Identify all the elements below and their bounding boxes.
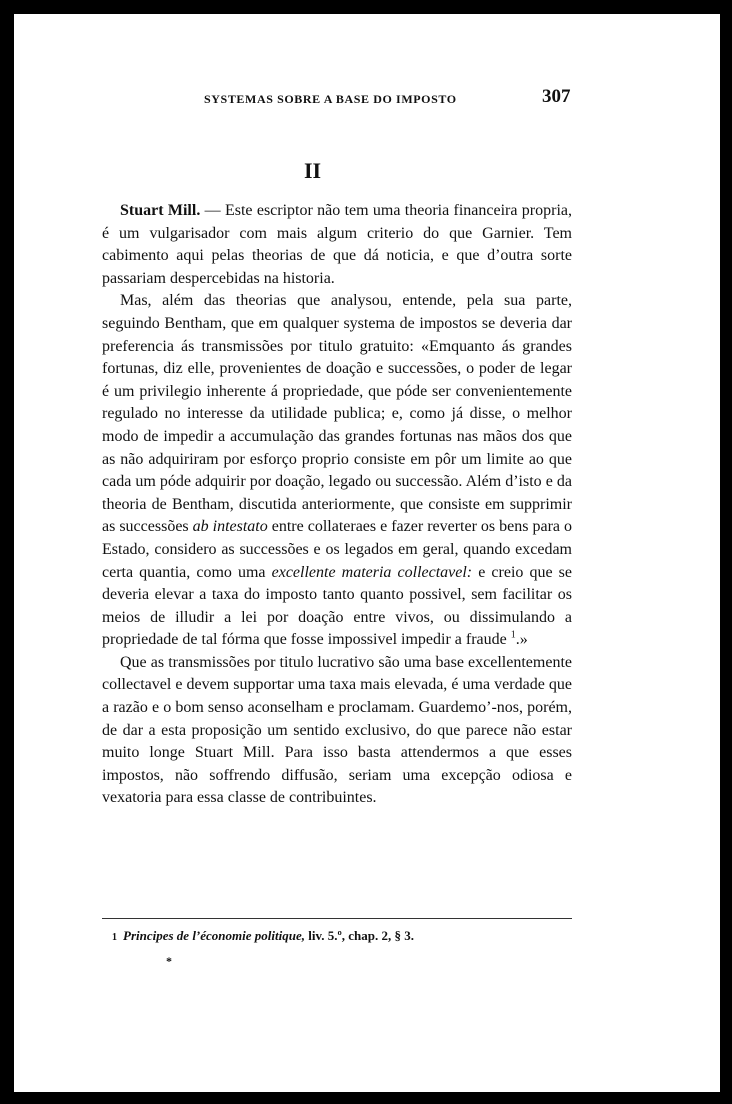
author-name: Stuart Mill. xyxy=(120,202,201,219)
paragraph-3 xyxy=(102,652,572,810)
paragraph-2-text-c: e creio que se deveria elevar a taxa do imposto tanto quanto possivel, sem facilitar os meios de illudir a lei por doação entre vivos, ou dissimulando a propriedade de tal fórma que fosse impossivel impedir a fraude xyxy=(102,563,572,649)
paragraph-3-text: Que as transmissões por titulo lucrativo são uma base excellentemente collectavel e devem supportar uma taxa mais elevada, é uma verdade que a razão e o bom senso aconselham e proclamam. Guardemo’-nos, porém, de dar a esta proposição um sentido exclusivo, do que parece não estar muito longe Stuart Mill. Para isso basta attendermos a que esses impostos, não soffrendo diffusão, seriam uma excepção odiosa e vexatoria para essa classe de contribuintes. xyxy=(102,653,572,807)
paragraph-2 xyxy=(102,290,572,652)
paragraph-2-text-b: entre collateraes e fazer reverter os bens para o Estado, considero as successões e os legados em geral, quando excedam certa quantia, como uma xyxy=(102,518,573,581)
book-page xyxy=(14,14,720,1092)
running-title: SYSTEMAS SOBRE A BASE DO IMPOSTO xyxy=(204,92,457,106)
page-number: 307 xyxy=(542,86,571,107)
paragraph-1 xyxy=(102,200,572,290)
italic-phrase-ab-intestato: ab intestato xyxy=(192,518,268,536)
signature-mark: * xyxy=(166,954,172,968)
italic-phrase-materia: excellente materia collectavel: xyxy=(271,563,473,581)
footnote-reference: 1 xyxy=(510,629,516,641)
footnote-number: 1 xyxy=(112,932,117,943)
paragraph-2-closing: .» xyxy=(515,631,528,649)
paragraph-1-text: — Este escriptor não tem uma theoria financeira propria, é um vulgarisador com mais algum criterio do que Garnier. Tem cabimento aqui pelas theorias de que dá noticia, e que d’outra sorte passariam despercebidas na historia. xyxy=(102,202,572,287)
footnote-citation: liv. 5.º, chap. 2, § 3. xyxy=(304,928,415,943)
footnote-divider xyxy=(102,918,572,919)
footnote-title: Principes de l’économie politique, xyxy=(123,928,305,943)
section-numeral: II xyxy=(304,158,322,183)
paragraph-2-text-a: Mas, além das theorias que analysou, entende, pela sua parte, seguindo Bentham, que em qualquer systema de impostos se deveria dar preferencia ás transmissões por titulo gratuito: «Emquanto ás grandes fortunas, diz elle, provenientes de doação e successões, o poder de legar é um privilegio inherente á propriedade, que póde ser convenientemente regulado no interesse da utilidade publica; e, como já disse, o melhor modo de impedir a accumulação das grandes fortunas nas mãos dos que as não adquiriram por esforço proprio consiste em pôr um limite ao que cada um póde adquirir por doação, legado ou successão. Além d’isto e da theoria de Bentham, discutida anteriormente, que consiste em supprimir as successões xyxy=(102,292,572,536)
body-text xyxy=(102,200,572,810)
footnote xyxy=(112,928,414,944)
